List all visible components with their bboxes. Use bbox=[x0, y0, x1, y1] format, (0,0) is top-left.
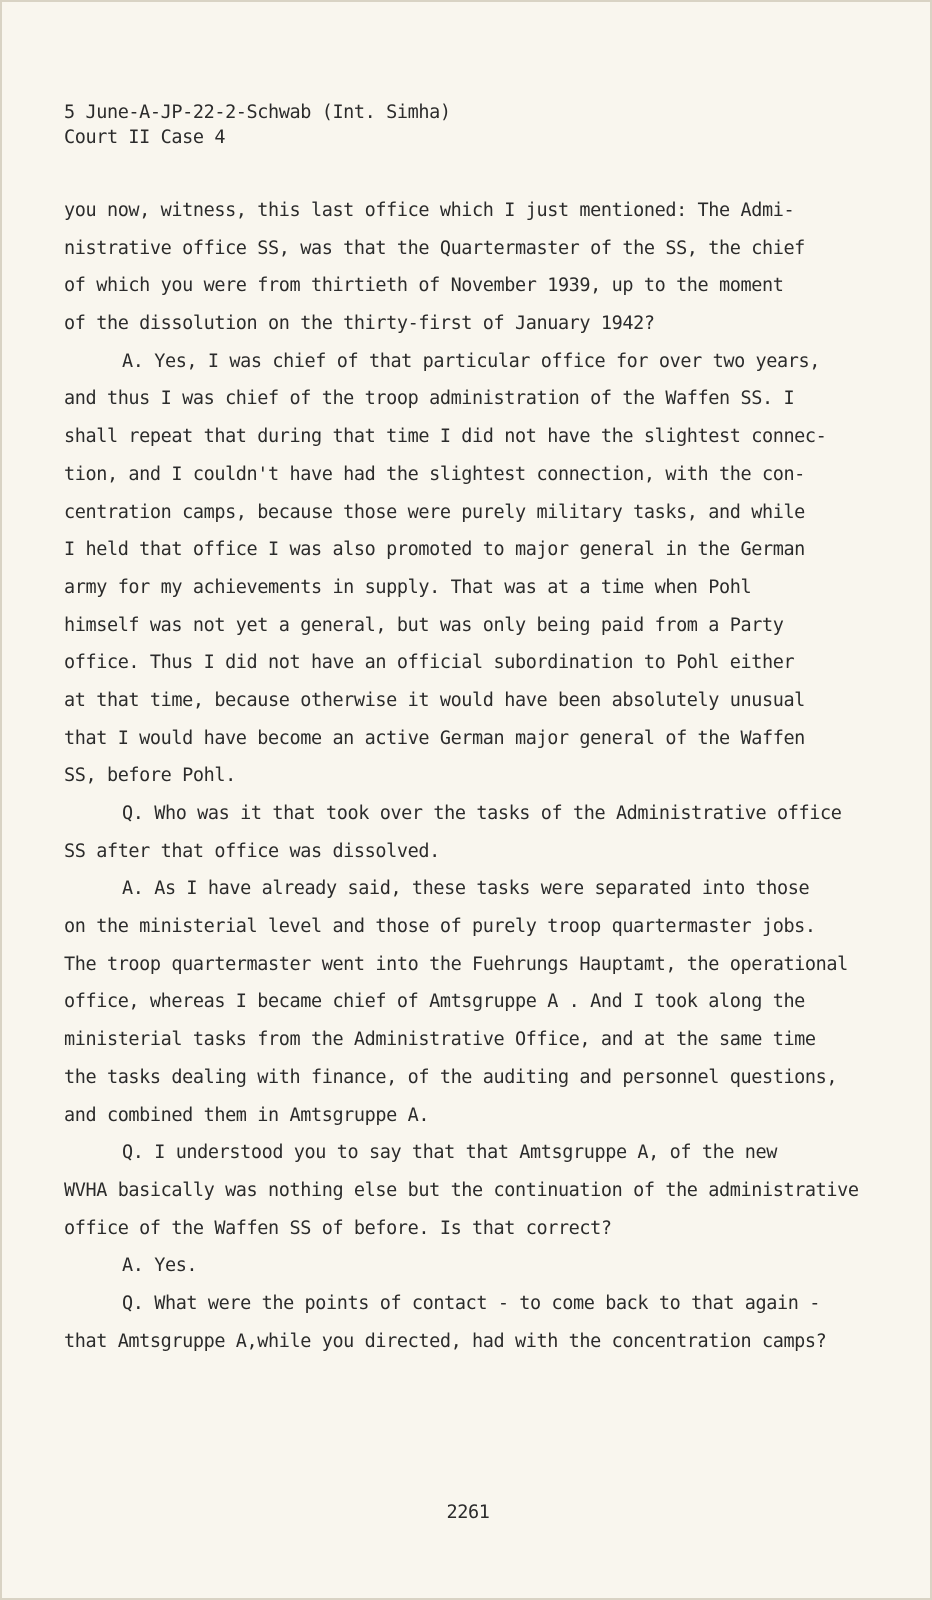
text-line: and thus I was chief of the troop administration of the Waffen SS. I bbox=[64, 388, 795, 410]
text-line: office, whereas I became chief of Amtsgruppe A . And I took along the bbox=[64, 991, 805, 1013]
text-line: army for my achievements in supply. That was at a time when Pohl bbox=[64, 576, 752, 598]
text-line: WVHA basically was nothing else but the continuation of the administrative bbox=[64, 1179, 859, 1201]
text-line: office. Thus I did not have an official subordination to Pohl either bbox=[64, 652, 795, 674]
text-line: that Amtsgruppe A,while you directed, had with the concentration camps? bbox=[64, 1330, 827, 1352]
text-line: SS, before Pohl. bbox=[64, 765, 236, 787]
question-line: Q. What were the points of contact - to come back to that again - bbox=[122, 1292, 820, 1314]
answer-line: A. Yes, I was chief of that particular office for over two years, bbox=[122, 350, 820, 372]
transcript-body bbox=[64, 192, 864, 1360]
text-line: I held that office I was also promoted to major general in the German bbox=[64, 539, 805, 561]
text-line: office of the Waffen SS of before. Is that correct? bbox=[64, 1217, 612, 1239]
text-line: centration camps, because those were purely military tasks, and while bbox=[64, 501, 805, 523]
text-line: that I would have become an active German major general of the Waffen bbox=[64, 727, 805, 749]
page-number: 2261 bbox=[446, 1502, 490, 1523]
text-line: nistrative office SS, was that the Quartermaster of the SS, the chief bbox=[64, 237, 805, 259]
text-line: shall repeat that during that time I did not have the slightest connec- bbox=[64, 426, 827, 448]
header-court-case: Court II Case 4 bbox=[64, 127, 226, 148]
question-line: Q. I understood you to say that that Amtsgruppe A, of the new bbox=[122, 1142, 778, 1164]
text-line: you now, witness, this last office which I just mentioned: The Admi- bbox=[64, 200, 795, 221]
text-line: tion, and I couldn't have had the slightest connection, with the con- bbox=[64, 463, 805, 485]
question-line: Q. Who was it that took over the tasks of the Administrative office bbox=[122, 803, 842, 824]
text-line: The troop quartermaster went into the Fuehrungs Hauptamt, the operational bbox=[64, 953, 848, 975]
text-line: of the dissolution on the thirty-first of January 1942? bbox=[64, 313, 655, 335]
header-reference: 5 June-A-JP-22-2-Schwab (Int. Simha) bbox=[64, 102, 451, 123]
text-line: of which you were from thirtieth of November 1939, up to the moment bbox=[64, 275, 784, 297]
text-line: on the ministerial level and those of purely troop quartermaster jobs. bbox=[64, 916, 816, 938]
document-header bbox=[64, 100, 451, 150]
text-line: SS after that office was dissolved. bbox=[64, 840, 440, 862]
text-line: the tasks dealing with finance, of the auditing and personnel questions, bbox=[64, 1066, 838, 1088]
text-line: ministerial tasks from the Administrative Office, and at the same time bbox=[64, 1029, 816, 1051]
text-line: at that time, because otherwise it would have been absolutely unusual bbox=[64, 689, 805, 711]
text-line: himself was not yet a general, but was only being paid from a Party bbox=[64, 614, 784, 636]
answer-line: A. As I have already said, these tasks were separated into those bbox=[122, 878, 810, 900]
text-line: and combined them in Amtsgruppe A. bbox=[64, 1104, 430, 1126]
answer-line: A. Yes. bbox=[122, 1255, 198, 1277]
